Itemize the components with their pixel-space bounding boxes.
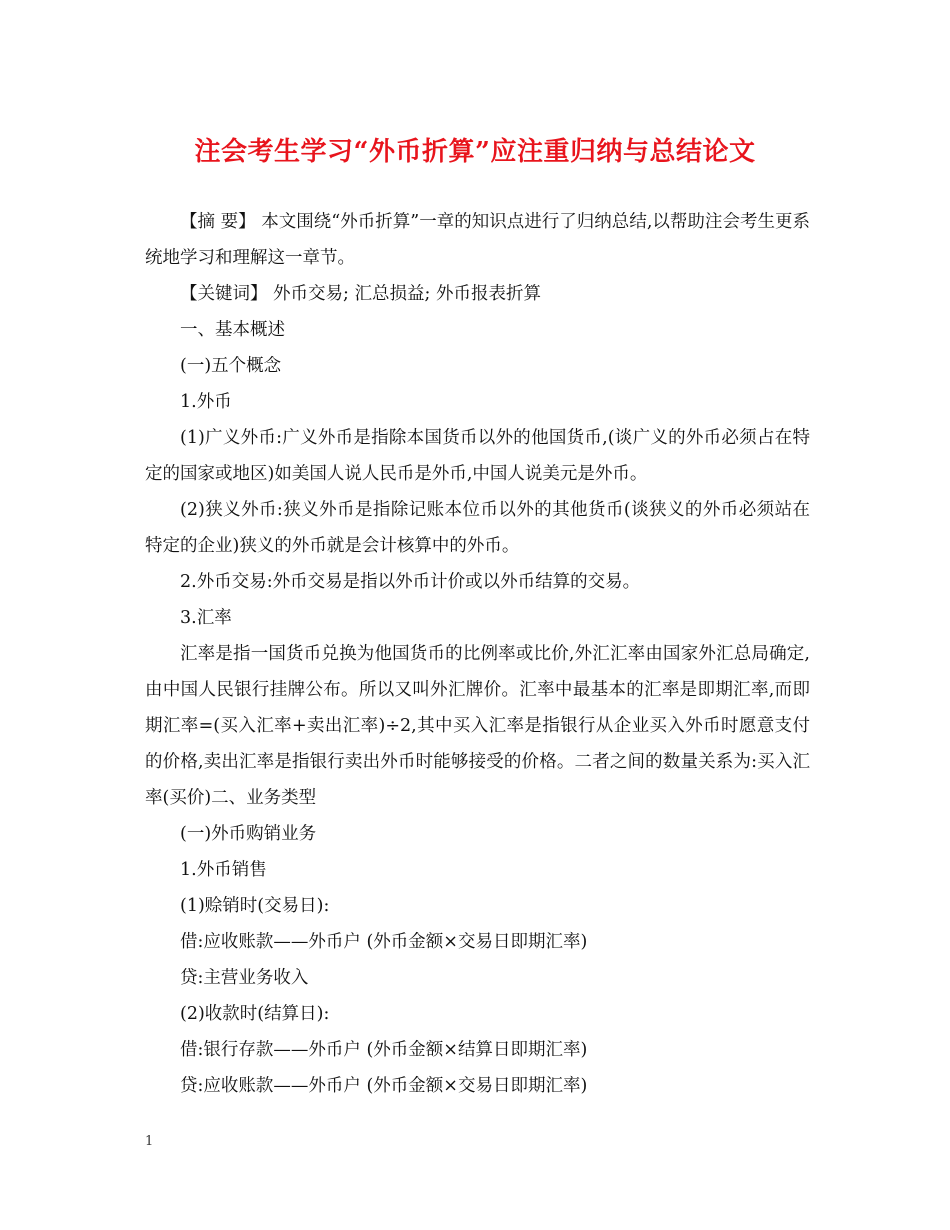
journal-entry-line: 贷:应收账款——外币户 (外币金额×交易日即期汇率) <box>180 1076 588 1096</box>
journal-entry-line: 借:应收账款——外币户 (外币金额×交易日即期汇率) <box>180 932 588 952</box>
step-heading: (1)赊销时(交易日): <box>180 896 330 916</box>
journal-entry-line: 借:银行存款——外币户 (外币金额×结算日即期汇率) <box>180 1040 588 1060</box>
subsection-heading: (一)五个概念 <box>180 356 282 376</box>
item-heading: 1.外币销售 <box>180 860 267 880</box>
body-paragraph: (2)狭义外币:狭义外币是指除记账本位币以外的其他货币(谈狭义的外币必须站在特定的企业)狭义的外币就是会计核算中的外币。 <box>145 500 810 556</box>
item-heading: 1.外币 <box>180 392 232 412</box>
body-paragraph: (1)广义外币:广义外币是指除本国货币以外的他国货币,(谈广义的外币必须占在特定的国家或地区)如美国人说人民币是外币,中国人说美元是外币。 <box>145 428 810 484</box>
subsection-heading: (一)外币购销业务 <box>180 824 317 844</box>
document-body <box>145 204 810 1104</box>
item-heading: 3.汇率 <box>180 608 232 628</box>
body-paragraph: 汇率是指一国货币兑换为他国货币的比例率或比价,外汇汇率由国家外汇总局确定,由中国人民银行挂牌公布。所以又叫外汇牌价。汇率中最基本的汇率是即期汇率,而即期汇率=(买入汇率+卖出汇率)÷2,其中买入汇率是指银行从企业买入外币时愿意支付的价格,卖出汇率是指银行卖出外币时能够接受的价格。二者之间的数量关系为:买入汇率(买价)二、业务类型 <box>145 644 810 808</box>
section-heading: 一、基本概述 <box>180 320 285 340</box>
journal-entry-line: 贷:主营业务收入 <box>180 968 309 988</box>
abstract-paragraph: 【摘 要】 本文围绕“外币折算”一章的知识点进行了归纳总结,以帮助注会考生更系统地学习和理解这一章节。 <box>145 212 810 268</box>
document-title: 注会考生学习“外币折算”应注重归纳与总结论文 <box>194 137 756 167</box>
body-paragraph: 2.外币交易:外币交易是指以外币计价或以外币结算的交易。 <box>180 572 641 592</box>
keywords-paragraph: 【关键词】 外币交易; 汇总损益; 外币报表折算 <box>180 284 541 304</box>
page-number: 1 <box>145 1134 154 1149</box>
step-heading: (2)收款时(结算日): <box>180 1004 330 1024</box>
